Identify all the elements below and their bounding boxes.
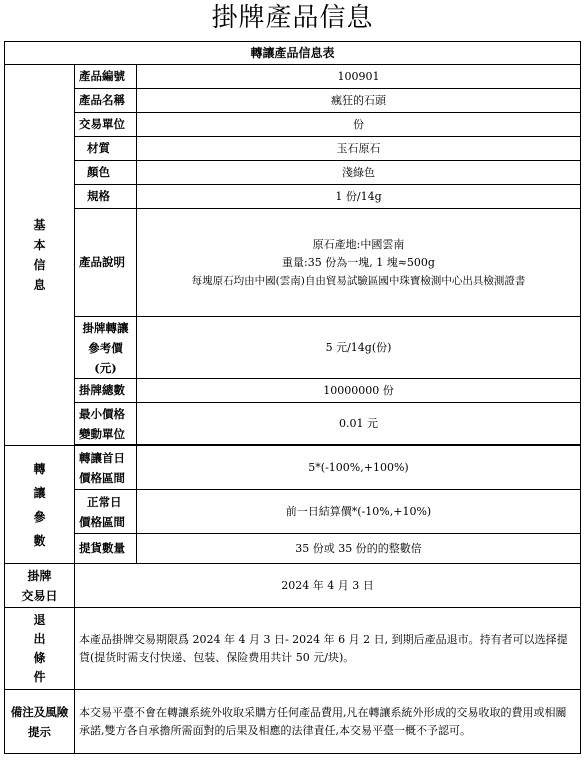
product-info-table: [4, 41, 581, 754]
price-tick-label: 最小價格 變動單位: [75, 403, 137, 445]
spec-label: 規格: [75, 185, 137, 209]
table-caption-row: [5, 42, 581, 65]
product-name-label: 產品名稱: [75, 89, 137, 113]
ref-price-label: 掛牌轉讓 參考價 (元): [75, 317, 137, 379]
spec-value: 1 份/14g: [137, 185, 581, 209]
table-row: [5, 379, 581, 403]
product-desc-label: 產品說明: [75, 209, 137, 317]
delivery-qty-value: 35 份或 35 份的的整數倍: [137, 534, 581, 564]
section-transfer-params: 轉 讓 參 數: [5, 446, 75, 564]
desc-line: 重量:35 份為一塊, 1 塊≈500g: [282, 255, 435, 269]
table-row: [5, 89, 581, 113]
listing-date-label: 掛牌 交易日: [5, 564, 75, 608]
delisting-conditions-text: 本產品掛牌交易期限爲 2024 年 4 月 3 日- 2024 年 6 月 2 日, 到期后產品退市。持有者可以选择提貨(提货时需支付快递、包装、保险费用共计 50 元/块)。: [75, 608, 581, 690]
price-tick-value: 0.01 元: [137, 403, 581, 445]
total-value: 10000000 份: [137, 379, 581, 403]
listing-date-value: 2024 年 4 月 3 日: [75, 564, 581, 608]
product-code-value: 100901: [137, 65, 581, 89]
table-row: [5, 608, 581, 690]
normal-day-range-value: 前一日結算價*(-10%,+10%): [137, 490, 581, 534]
trade-unit-label: 交易單位: [75, 113, 137, 137]
delivery-qty-label: 提貨數量: [75, 534, 137, 564]
notes-risk-label: 備注及風險 提示: [5, 690, 75, 754]
table-row: [5, 209, 581, 317]
table-row: [5, 137, 581, 161]
table-row: [5, 446, 581, 490]
table-caption: 轉讓產品信息表: [5, 42, 581, 65]
table-row: [5, 403, 581, 445]
first-day-range-label: 轉讓首日 價格區間: [75, 446, 137, 490]
material-value: 玉石原石: [137, 137, 581, 161]
ref-price-value: 5 元/14g(份): [137, 317, 581, 379]
product-name-value: 瘋狂的石頭: [137, 89, 581, 113]
table-row: [5, 65, 581, 89]
table-row: [5, 317, 581, 379]
color-value: 淺綠色: [137, 161, 581, 185]
product-desc-value: [137, 209, 581, 317]
color-label: 顏色: [75, 161, 137, 185]
table-row: [5, 690, 581, 754]
table-row: [5, 564, 581, 608]
section-basic-info: 基 本 信 息: [5, 65, 75, 446]
product-code-label: 產品編號: [75, 65, 137, 89]
normal-day-range-label: 正常日 價格區間: [75, 490, 137, 534]
material-label: 材質: [75, 137, 137, 161]
desc-line: 每塊原石均由中國(雲南)自由貿易試驗區國中珠寶檢測中心出具檢測證書: [191, 274, 526, 287]
first-day-range-value: 5*(-100%,+100%): [137, 446, 581, 490]
total-label: 掛牌總數: [75, 379, 137, 403]
page-title: 掛牌產品信息: [211, 3, 374, 33]
table-row: [5, 490, 581, 534]
notes-risk-text: 本交易平臺不會在轉讓系統外收取采購方任何產品費用,凡在轉讓系統外形成的交易收取的費用或相關承諾,雙方各自承擔所需面對的后果及相應的法律責任,本交易平臺一概不予認可。: [75, 690, 581, 754]
table-row: [5, 185, 581, 209]
trade-unit-value: 份: [137, 113, 581, 137]
table-row: [5, 113, 581, 137]
table-row: [5, 534, 581, 564]
table-row: [5, 161, 581, 185]
desc-line: 原石產地:中國雲南: [312, 237, 405, 251]
section-delisting-conditions: 退 出 條 件: [5, 608, 75, 690]
